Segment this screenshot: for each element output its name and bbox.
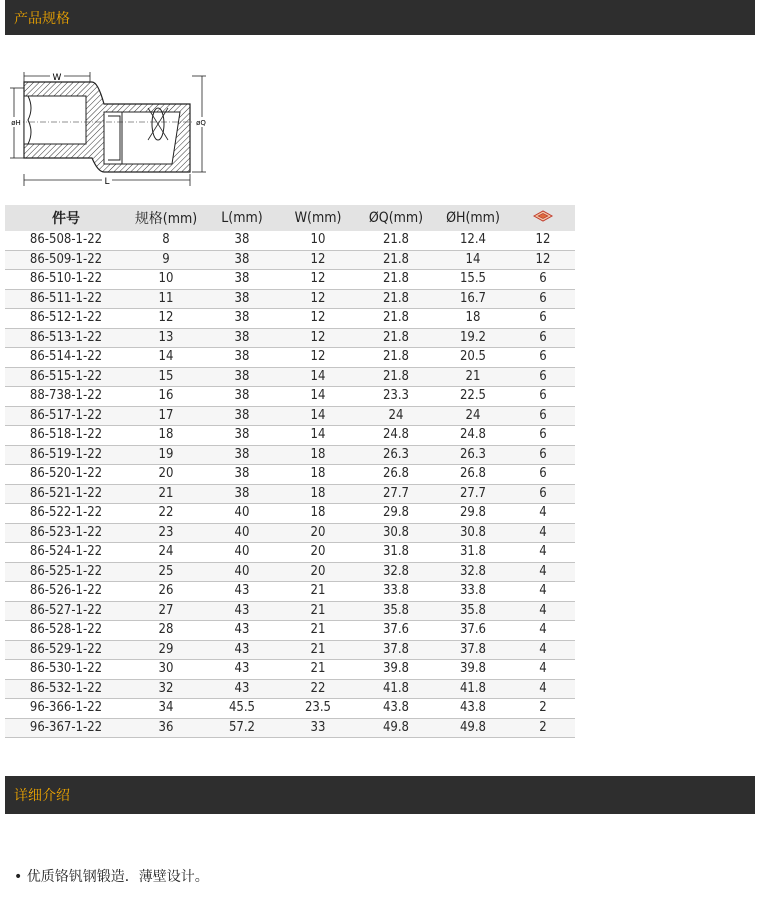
cell-points: 6 (511, 367, 575, 387)
header-socket-icon (511, 205, 575, 231)
cell-model: 86-529-1-22 (5, 640, 127, 660)
cell-width: 14 (279, 426, 357, 446)
header-l: L(mm) (205, 205, 279, 231)
detail-section-title: 详细介绍 (14, 788, 70, 804)
cell-points: 6 (511, 309, 575, 329)
cell-size: 22 (127, 504, 205, 524)
cell-width: 23.5 (279, 699, 357, 719)
table-row (5, 543, 575, 563)
cell-size: 25 (127, 562, 205, 582)
cell-size: 15 (127, 367, 205, 387)
cell-points: 6 (511, 406, 575, 426)
cell-model: 86-528-1-22 (5, 621, 127, 641)
cell-size: 23 (127, 523, 205, 543)
cell-length: 43 (205, 679, 279, 699)
cell-width: 20 (279, 523, 357, 543)
table-row (5, 718, 575, 738)
cell-q-dia: 32.8 (357, 562, 435, 582)
cell-points: 4 (511, 504, 575, 524)
cell-size: 32 (127, 679, 205, 699)
cell-h-dia: 29.8 (435, 504, 511, 524)
cell-model: 86-518-1-22 (5, 426, 127, 446)
cell-points: 4 (511, 640, 575, 660)
cell-size: 8 (127, 231, 205, 250)
dim-l-label: L (104, 177, 110, 187)
cell-width: 21 (279, 621, 357, 641)
cell-length: 38 (205, 250, 279, 270)
cell-h-dia: 26.3 (435, 445, 511, 465)
cell-size: 18 (127, 426, 205, 446)
cell-model: 86-514-1-22 (5, 348, 127, 368)
table-row (5, 582, 575, 602)
cell-points: 4 (511, 582, 575, 602)
cell-points: 2 (511, 718, 575, 738)
cell-q-dia: 37.6 (357, 621, 435, 641)
cell-model: 86-526-1-22 (5, 582, 127, 602)
cell-points: 2 (511, 699, 575, 719)
cell-size: 29 (127, 640, 205, 660)
cell-model: 86-515-1-22 (5, 367, 127, 387)
table-row (5, 465, 575, 485)
spec-table-header (5, 205, 575, 231)
cell-h-dia: 41.8 (435, 679, 511, 699)
cell-q-dia: 23.3 (357, 387, 435, 407)
cell-h-dia: 22.5 (435, 387, 511, 407)
cell-size: 26 (127, 582, 205, 602)
cell-size: 27 (127, 601, 205, 621)
cell-q-dia: 41.8 (357, 679, 435, 699)
cell-q-dia: 39.8 (357, 660, 435, 680)
cell-length: 38 (205, 406, 279, 426)
cell-length: 38 (205, 289, 279, 309)
table-row (5, 679, 575, 699)
cell-width: 14 (279, 367, 357, 387)
cell-width: 21 (279, 582, 357, 602)
cell-width: 20 (279, 562, 357, 582)
cell-size: 11 (127, 289, 205, 309)
cell-h-dia: 16.7 (435, 289, 511, 309)
cell-length: 43 (205, 640, 279, 660)
cell-h-dia: 12.4 (435, 231, 511, 250)
table-row (5, 523, 575, 543)
cell-h-dia: 24 (435, 406, 511, 426)
cell-width: 21 (279, 640, 357, 660)
cell-model: 86-521-1-22 (5, 484, 127, 504)
cell-points: 6 (511, 484, 575, 504)
cell-width: 18 (279, 465, 357, 485)
cell-q-dia: 30.8 (357, 523, 435, 543)
cell-size: 19 (127, 445, 205, 465)
cell-size: 24 (127, 543, 205, 563)
cell-q-dia: 35.8 (357, 601, 435, 621)
table-row (5, 387, 575, 407)
cell-length: 38 (205, 426, 279, 446)
spec-section-title: 产品规格 (14, 10, 70, 27)
cell-points: 4 (511, 523, 575, 543)
feature-bullet: • 优质铬钒钢锻造．薄壁设计。 (14, 869, 209, 885)
cell-h-dia: 24.8 (435, 426, 511, 446)
cell-points: 6 (511, 387, 575, 407)
cell-model: 86-532-1-22 (5, 679, 127, 699)
table-row (5, 484, 575, 504)
cell-h-dia: 37.6 (435, 621, 511, 641)
cell-width: 12 (279, 309, 357, 329)
cell-q-dia: 33.8 (357, 582, 435, 602)
spec-section-header (5, 0, 755, 35)
table-row (5, 231, 575, 250)
header-model: 件号 (5, 205, 127, 231)
cell-model: 86-508-1-22 (5, 231, 127, 250)
cell-width: 18 (279, 445, 357, 465)
table-row (5, 426, 575, 446)
cell-model: 86-522-1-22 (5, 504, 127, 524)
cell-h-dia: 21 (435, 367, 511, 387)
cell-q-dia: 27.7 (357, 484, 435, 504)
cell-size: 16 (127, 387, 205, 407)
cell-h-dia: 30.8 (435, 523, 511, 543)
cell-points: 6 (511, 465, 575, 485)
cell-points: 6 (511, 426, 575, 446)
cell-size: 10 (127, 270, 205, 290)
cell-h-dia: 49.8 (435, 718, 511, 738)
header-size: 规格(mm) (127, 205, 205, 231)
cell-width: 18 (279, 484, 357, 504)
cell-h-dia: 14 (435, 250, 511, 270)
cell-length: 45.5 (205, 699, 279, 719)
cell-model: 86-513-1-22 (5, 328, 127, 348)
cell-model: 86-519-1-22 (5, 445, 127, 465)
cell-points: 4 (511, 679, 575, 699)
cell-points: 6 (511, 289, 575, 309)
dim-q-label: øQ (196, 119, 206, 127)
cell-width: 14 (279, 406, 357, 426)
cell-q-dia: 21.8 (357, 270, 435, 290)
table-row (5, 406, 575, 426)
cell-length: 38 (205, 367, 279, 387)
cell-q-dia: 29.8 (357, 504, 435, 524)
cell-length: 43 (205, 582, 279, 602)
cell-width: 14 (279, 387, 357, 407)
cell-width: 12 (279, 348, 357, 368)
cell-width: 12 (279, 270, 357, 290)
header-h: ØH(mm) (435, 205, 511, 231)
cell-q-dia: 49.8 (357, 718, 435, 738)
cell-h-dia: 15.5 (435, 270, 511, 290)
cell-model: 86-530-1-22 (5, 660, 127, 680)
cell-size: 21 (127, 484, 205, 504)
cell-model: 96-367-1-22 (5, 718, 127, 738)
cell-width: 12 (279, 250, 357, 270)
cell-length: 40 (205, 523, 279, 543)
table-row (5, 504, 575, 524)
cell-model: 86-523-1-22 (5, 523, 127, 543)
cell-width: 18 (279, 504, 357, 524)
cell-points: 6 (511, 270, 575, 290)
table-row (5, 640, 575, 660)
cell-q-dia: 31.8 (357, 543, 435, 563)
cell-h-dia: 35.8 (435, 601, 511, 621)
cell-points: 4 (511, 601, 575, 621)
cell-size: 17 (127, 406, 205, 426)
cell-length: 43 (205, 660, 279, 680)
dim-w-label: W (52, 73, 62, 83)
cell-width: 21 (279, 601, 357, 621)
cell-length: 40 (205, 543, 279, 563)
cell-q-dia: 26.3 (357, 445, 435, 465)
cell-size: 12 (127, 309, 205, 329)
cell-length: 38 (205, 270, 279, 290)
cell-points: 6 (511, 445, 575, 465)
cell-h-dia: 26.8 (435, 465, 511, 485)
cell-model: 86-527-1-22 (5, 601, 127, 621)
cell-length: 38 (205, 231, 279, 250)
table-row (5, 621, 575, 641)
cell-points: 4 (511, 562, 575, 582)
table-row (5, 562, 575, 582)
cell-width: 22 (279, 679, 357, 699)
table-row (5, 445, 575, 465)
cell-h-dia: 31.8 (435, 543, 511, 563)
table-row (5, 367, 575, 387)
cell-h-dia: 27.7 (435, 484, 511, 504)
table-row (5, 328, 575, 348)
socket-icon (532, 209, 554, 223)
cell-points: 6 (511, 328, 575, 348)
cell-length: 38 (205, 445, 279, 465)
cell-model: 96-366-1-22 (5, 699, 127, 719)
cell-length: 38 (205, 309, 279, 329)
table-row (5, 699, 575, 719)
cell-points: 4 (511, 660, 575, 680)
header-w: W(mm) (279, 205, 357, 231)
table-row (5, 348, 575, 368)
cell-model: 86-509-1-22 (5, 250, 127, 270)
cell-points: 12 (511, 231, 575, 250)
cell-points: 4 (511, 621, 575, 641)
cell-q-dia: 21.8 (357, 328, 435, 348)
cell-q-dia: 21.8 (357, 367, 435, 387)
cell-size: 14 (127, 348, 205, 368)
cell-model: 86-520-1-22 (5, 465, 127, 485)
cell-h-dia: 43.8 (435, 699, 511, 719)
cell-h-dia: 33.8 (435, 582, 511, 602)
cell-q-dia: 26.8 (357, 465, 435, 485)
cell-width: 33 (279, 718, 357, 738)
dim-h-label: øH (11, 119, 21, 127)
cell-points: 12 (511, 250, 575, 270)
cell-length: 38 (205, 328, 279, 348)
cell-q-dia: 21.8 (357, 231, 435, 250)
cell-length: 43 (205, 601, 279, 621)
cell-size: 13 (127, 328, 205, 348)
cell-size: 30 (127, 660, 205, 680)
cell-h-dia: 20.5 (435, 348, 511, 368)
cell-width: 12 (279, 289, 357, 309)
cell-length: 40 (205, 562, 279, 582)
detail-section-header (5, 776, 755, 814)
socket-dimension-diagram (8, 68, 208, 190)
cell-model: 86-512-1-22 (5, 309, 127, 329)
cell-model: 86-511-1-22 (5, 289, 127, 309)
table-row (5, 250, 575, 270)
cell-h-dia: 19.2 (435, 328, 511, 348)
cell-size: 20 (127, 465, 205, 485)
cell-q-dia: 21.8 (357, 309, 435, 329)
table-row (5, 601, 575, 621)
cell-q-dia: 37.8 (357, 640, 435, 660)
cell-length: 40 (205, 504, 279, 524)
cell-length: 57.2 (205, 718, 279, 738)
cell-model: 86-517-1-22 (5, 406, 127, 426)
header-q: ØQ(mm) (357, 205, 435, 231)
cell-width: 21 (279, 660, 357, 680)
cell-length: 43 (205, 621, 279, 641)
cell-size: 36 (127, 718, 205, 738)
cell-length: 38 (205, 484, 279, 504)
table-row (5, 270, 575, 290)
cell-model: 88-738-1-22 (5, 387, 127, 407)
cell-width: 20 (279, 543, 357, 563)
cell-q-dia: 21.8 (357, 250, 435, 270)
cell-q-dia: 43.8 (357, 699, 435, 719)
cell-size: 9 (127, 250, 205, 270)
cell-h-dia: 18 (435, 309, 511, 329)
cell-length: 38 (205, 465, 279, 485)
cell-h-dia: 37.8 (435, 640, 511, 660)
cell-width: 10 (279, 231, 357, 250)
cell-q-dia: 24.8 (357, 426, 435, 446)
cell-length: 38 (205, 387, 279, 407)
table-row (5, 289, 575, 309)
cell-size: 34 (127, 699, 205, 719)
cell-q-dia: 24 (357, 406, 435, 426)
spec-table (5, 205, 575, 738)
cell-model: 86-525-1-22 (5, 562, 127, 582)
cell-q-dia: 21.8 (357, 289, 435, 309)
cell-model: 86-524-1-22 (5, 543, 127, 563)
cell-size: 28 (127, 621, 205, 641)
cell-h-dia: 39.8 (435, 660, 511, 680)
cell-h-dia: 32.8 (435, 562, 511, 582)
table-row (5, 660, 575, 680)
cell-q-dia: 21.8 (357, 348, 435, 368)
cell-points: 6 (511, 348, 575, 368)
table-row (5, 309, 575, 329)
cell-length: 38 (205, 348, 279, 368)
cell-width: 12 (279, 328, 357, 348)
cell-points: 4 (511, 543, 575, 563)
cell-model: 86-510-1-22 (5, 270, 127, 290)
